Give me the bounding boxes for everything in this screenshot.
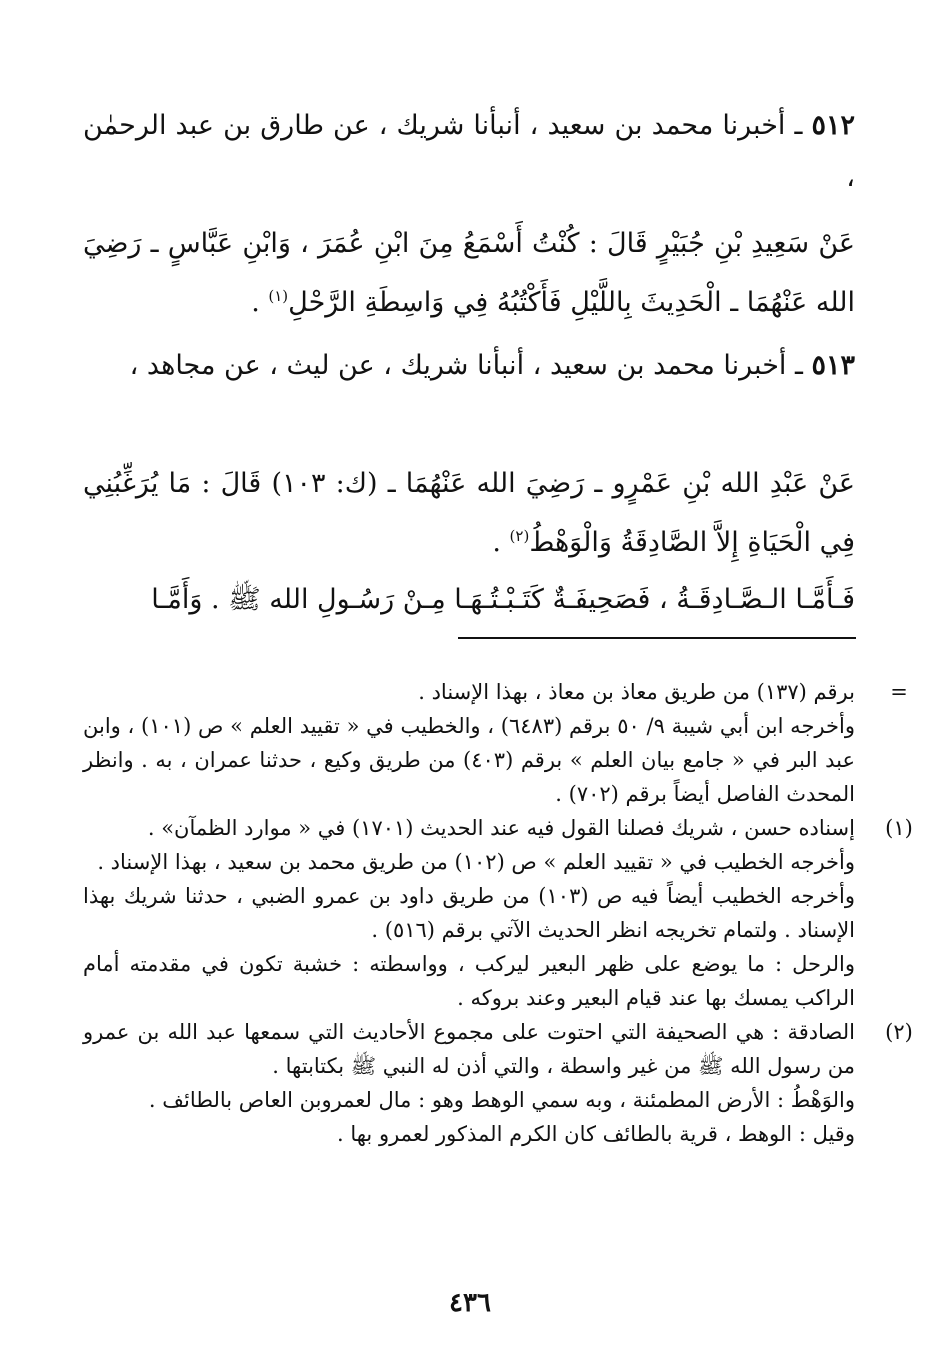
hadith-512-text bbox=[83, 218, 855, 329]
footnote-paragraph: والرحل : ما يوضع على ظهر البعير ليركب ، وواسطته : خشبة تكون في مقدمته أمام الراكب يمسك بها عند قيام البعير وعند بروكه . bbox=[83, 952, 855, 1010]
continuation-mark: = bbox=[890, 680, 908, 704]
hadith-513-continuation bbox=[83, 574, 855, 626]
footnote-paragraph: الصادقة : هي الصحيفة التي احتوت على مجموع الأحاديث التي سمعها عبد الله بن عمرو من رسول الله ﷺ من غير واسطة ، والتي أذن له النبي ﷺ بكتابتها . bbox=[83, 1020, 855, 1078]
isnad-text: ـ أخبرنا محمد بن سعيد ، أنبأنا شريك ، عن ليث ، عن مجاهد ، bbox=[129, 350, 803, 381]
footnote-paragraph: إسناده حسن ، شريك فصلنا القول فيه عند الحديث (١٧٠١) في « موارد الظمآن» . bbox=[147, 816, 855, 840]
matn-text: عَنْ سَعِيدِ بْنِ جُبَيْرٍ قَالَ : كُنْتُ أَسْمَعُ مِنَ ابْنِ عُمَرَ ، وَابْنِ عَبَّاسٍ ـ رَضِيَ الله عَنْهُمَا ـ الْحَدِيثَ بِاللَّيْلِ فَأَكْتُبُهُ فِي وَاسِطَةِ الرَّحْلِ bbox=[83, 228, 855, 318]
footnote-paragraph: وأخرجه الخطيب في « تقييد العلم » ص (١٠٢) من طريق محمد بن سعيد ، بهذا الإسناد . bbox=[97, 850, 855, 874]
hadith-number: ٥١٢ bbox=[811, 110, 855, 141]
sentence-end: . bbox=[251, 287, 269, 318]
isnad-text: ـ أخبرنا محمد بن سعيد ، أنبأنا شريك ، عن طارق بن عبد الرحمٰن ، bbox=[83, 110, 855, 193]
footnote-1 bbox=[83, 811, 913, 1015]
hadith-513-chain bbox=[83, 340, 855, 392]
sentence-end: . bbox=[492, 527, 510, 558]
footnote-ref: (٢) bbox=[509, 527, 530, 545]
footnote-divider bbox=[458, 637, 856, 639]
hadith-number: ٥١٣ bbox=[811, 350, 855, 381]
footnote-ref: (١) bbox=[268, 287, 289, 305]
footnote-paragraph: والوَهْطُ : الأرض المطمئنة ، وبه سمي الوهط وهو : مال لعمروبن العاص بالطائف . bbox=[148, 1088, 855, 1112]
footnote-paragraph: برقم (١٣٧) من طريق معاذ بن معاذ ، بهذا الإسناد . bbox=[418, 680, 855, 704]
footnote-number: (١) bbox=[885, 816, 913, 840]
footnote-paragraph: وقيل : الوهط ، قرية بالطائف كان الكرم المذكور لعمرو بها . bbox=[337, 1122, 855, 1146]
footnote-continued bbox=[83, 675, 908, 811]
hadith-513-text bbox=[83, 458, 855, 569]
footnote-2 bbox=[83, 1015, 913, 1151]
footnotes bbox=[83, 675, 913, 1151]
continuation-text: فَـأَمَّـا الـصَّـادِقَـةُ ، فَصَحِيفَـةٌ كَتَـبْـتُـهَـا مِـنْ رَسُـولِ الله ﷺ . وَأَمَّـا bbox=[151, 584, 855, 615]
footnote-number: (٢) bbox=[885, 1020, 913, 1044]
hadith-512-chain bbox=[83, 100, 855, 204]
page-number: ٤٣٦ bbox=[449, 1288, 491, 1318]
footnote-paragraph: وأخرجه الخطيب أيضاً فيه ص (١٠٣) من طريق داود بن عمرو الضبي ، حدثنا شريك بهذا الإسناد . ولتمام تخريجه انظر الحديث الآتي برقم (٥١٦) . bbox=[83, 884, 855, 942]
footnote-paragraph: وأخرجه ابن أبي شيبة ٩/ ٥٠ برقم (٦٤٨٣) ، والخطيب في « تقييد العلم » ص (١٠١) ، وابن عبد البر في « جامع بيان العلم » برقم (٤٠٣) من طريق وكيع ، حدثنا عمران ، به . وانظر المحدث الفاصل أيضاً برقم (٧٠٢) . bbox=[83, 714, 856, 806]
matn-text: عَنْ عَبْدِ الله بْنِ عَمْرٍو ـ رَضِيَ الله عَنْهُمَا ـ (ك: ١٠٣) قَالَ : مَا يُرَغِّبُنِي فِي الْحَيَاةِ إِلاَّ الصَّادِقَةُ وَالْوَهْطُ bbox=[83, 468, 855, 558]
